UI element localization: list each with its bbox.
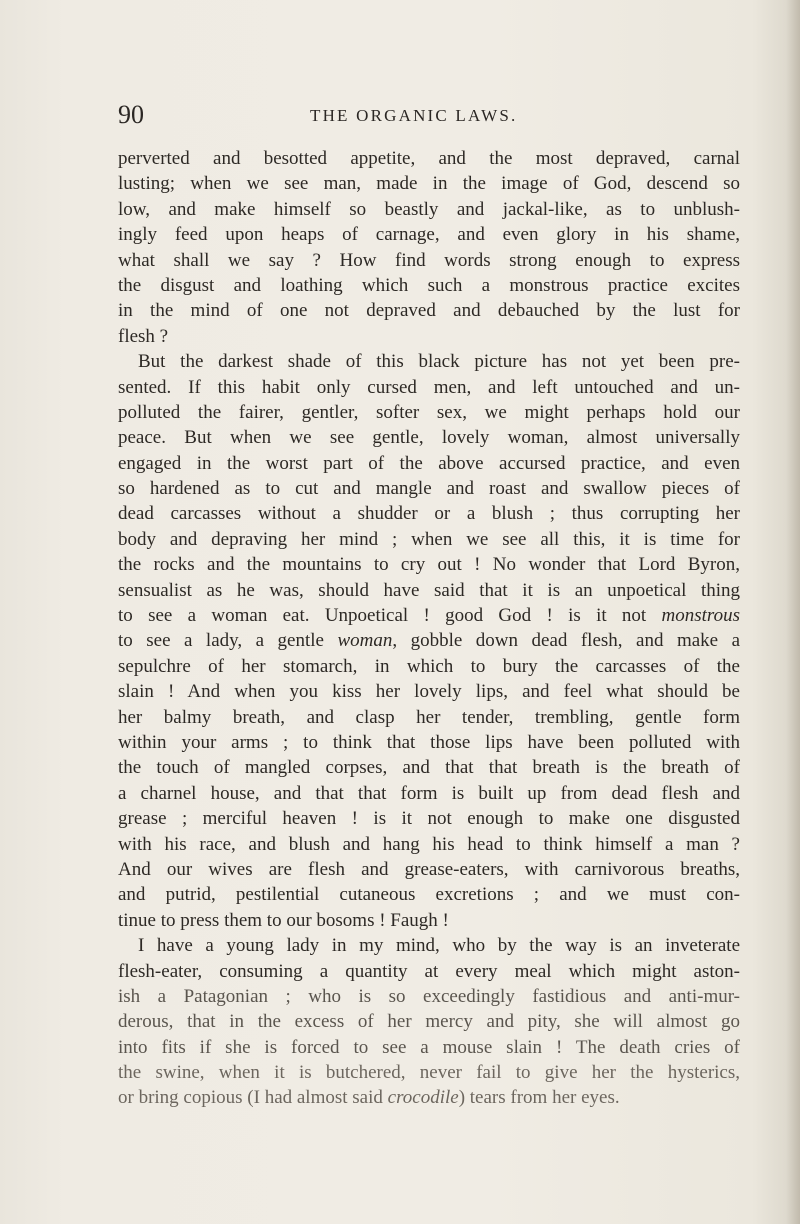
text-line: in the mind of one not depraved and debauched by the lust for: [118, 300, 740, 322]
text-line: the swine, when it is butchered, never fail to give her the hysterics,: [118, 1062, 740, 1084]
text-line: body and depraving her mind ; when we see all this, it is time for: [118, 528, 740, 550]
body-text: [118, 146, 740, 1111]
text-line: the disgust and loathing which such a monstrous practice excites: [118, 274, 740, 296]
emphasis-span: monstrous: [661, 605, 740, 627]
text-span: , gobble down dead flesh, and make a: [392, 630, 741, 652]
text-line: And our wives are flesh and grease-eaters, with carnivorous breaths,: [118, 858, 740, 880]
emphasis-span: woman: [337, 630, 393, 652]
paragraph-start-line: But the darkest shade of this black picture has not yet been pre-: [138, 351, 740, 373]
text-line: low, and make himself so beastly and jackal-like, as to unblush-: [118, 198, 740, 220]
text-line: perverted and besotted appetite, and the most depraved, carnal: [118, 148, 740, 169]
page-edge-shadow: [786, 0, 800, 1224]
text-line-with-emphasis: [118, 603, 740, 628]
emphasis-span: crocodile: [387, 1087, 459, 1109]
text-line-with-emphasis: [118, 1085, 740, 1110]
text-line: with his race, and blush and hang his head to think himself a man ?: [118, 833, 740, 855]
text-span: ) tears from her eyes.: [458, 1087, 620, 1109]
text-line: her balmy breath, and clasp her tender, trembling, gentle form: [118, 706, 740, 728]
text-line: flesh ?: [118, 325, 169, 347]
text-line: engaged in the worst part of the above accursed practice, and even: [118, 452, 740, 474]
text-line: within your arms ; to think that those lips have been polluted with: [118, 731, 740, 753]
page-title: THE ORGANIC LAWS.: [310, 106, 518, 125]
text-line: dead carcasses without a shudder or a blush ; thus corrupting her: [118, 503, 740, 525]
text-line: derous, that in the excess of her mercy and pity, she will almost go: [118, 1011, 740, 1033]
text-line: into fits if she is forced to see a mouse slain ! The death cries of: [118, 1036, 740, 1058]
text-line: ish a Patagonian ; who is so exceedingly fastidious and anti-mur-: [118, 985, 740, 1007]
text-line: sepulchre of her stomarch, in which to bury the carcasses of the: [118, 655, 740, 677]
text-line: peace. But when we see gentle, lovely woman, almost universally: [118, 427, 740, 449]
text-line: the touch of mangled corpses, and that that breath is the breath of: [118, 757, 740, 779]
page-number: 90: [118, 100, 144, 129]
text-line: ingly feed upon heaps of carnage, and even glory in his shame,: [118, 224, 740, 246]
text-line-with-emphasis: [118, 628, 740, 653]
text-span: or bring copious (I had almost said: [118, 1087, 388, 1109]
text-line: lusting; when we see man, made in the image of God, descend so: [118, 173, 740, 195]
text-line: and putrid, pestilential cutaneous excretions ; and we must con-: [118, 884, 740, 906]
text-line: so hardened as to cut and mangle and roast and swallow pieces of: [118, 478, 740, 500]
text-line: sented. If this habit only cursed men, and left untouched and un-: [118, 376, 740, 398]
text-line: a charnel house, and that that form is built up from dead flesh and: [118, 782, 740, 804]
text-line: grease ; merciful heaven ! is it not enough to make one disgusted: [118, 808, 740, 830]
paragraph-start-line: I have a young lady in my mind, who by the way is an inveterate: [138, 935, 740, 957]
running-head: [118, 100, 718, 132]
text-line: the rocks and the mountains to cry out ! No wonder that Lord Byron,: [118, 554, 740, 576]
text-line: polluted the fairer, gentler, softer sex, we might perhaps hold our: [118, 401, 740, 423]
text-span: to see a woman eat. Unpoetical ! good God ! is it not: [118, 605, 662, 627]
text-line: flesh-eater, consuming a quantity at every meal which might aston-: [118, 960, 740, 982]
text-span: to see a lady, a gentle: [118, 630, 338, 652]
text-line: sensualist as he was, should have said that it is an unpoetical thing: [118, 579, 740, 601]
text-line: what shall we say ? How find words strong enough to express: [118, 249, 740, 271]
text-line: slain ! And when you kiss her lovely lips, and feel what should be: [118, 681, 740, 703]
text-line: tinue to press them to our bosoms ! Faugh !: [118, 909, 449, 931]
